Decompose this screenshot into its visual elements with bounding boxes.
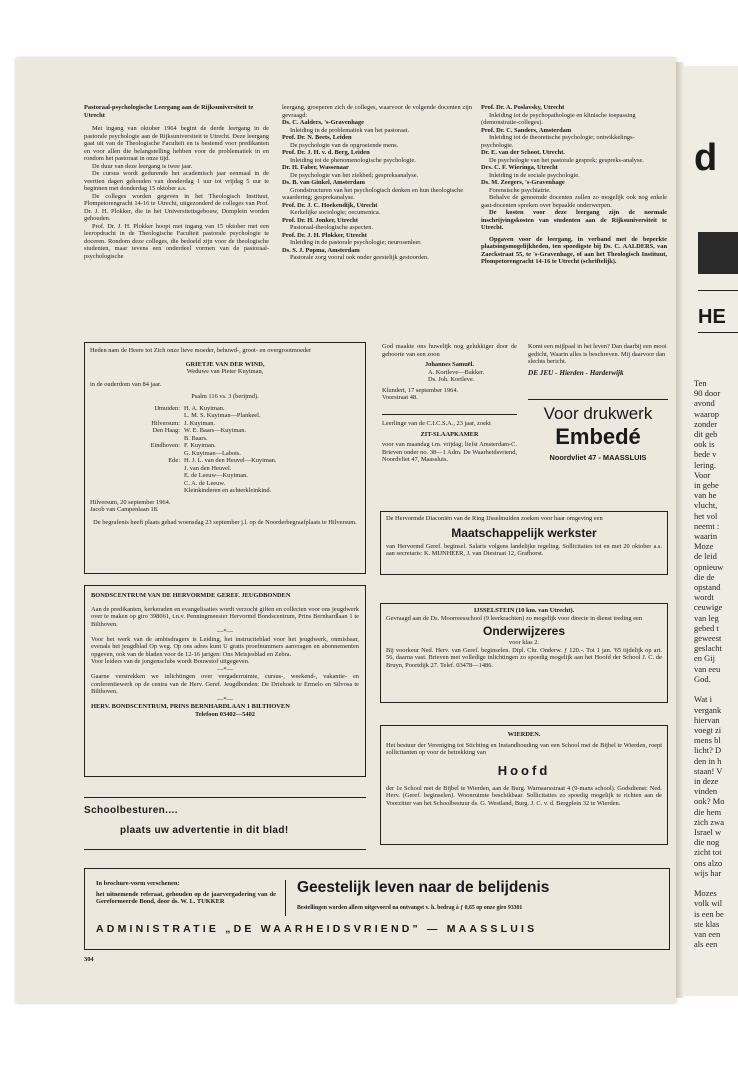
article-paragraph: De kosten voor deze leergang zijn de normale inschrijvingskosten van studenten aan de Rijksuniversiteit te Utrecht. bbox=[481, 209, 667, 231]
next-page-line: avond bbox=[694, 398, 715, 409]
bond-separator: —*— bbox=[217, 628, 233, 635]
docent-entry bbox=[481, 104, 667, 127]
werkster-intro: De Hervormde Diaconiën van de Ring IJsselmuiden zoeken voor haar omgeving een bbox=[386, 515, 603, 522]
next-page-line: zicht tot bbox=[694, 847, 722, 858]
docent-entry bbox=[282, 179, 472, 202]
room-text: voor van maandag t.m. vrijdag; liefst Amsterdam-C. Brieven onder no. 38—1 Adm. De Waarheidsvriend, Noordvliet 47, Maassluis. bbox=[382, 441, 517, 463]
next-page-line: de leid bbox=[694, 551, 717, 562]
next-page-line: ook is bbox=[694, 439, 715, 450]
docent-intro: leergang, groeperen zich de colleges, waarvoor de volgende docenten zijn gevraagd: bbox=[282, 104, 472, 119]
next-page-line bbox=[694, 878, 724, 888]
family-names: J. van den Heuvel. bbox=[184, 464, 232, 472]
docent-name: Prof. Dr. C. Sanders, Amsterdam bbox=[481, 126, 572, 134]
docent-entry bbox=[481, 179, 667, 194]
docent-desc: Forensische psychiatrie. bbox=[489, 186, 551, 194]
next-page-line: licht? D bbox=[694, 745, 722, 756]
next-page-line: Israel w bbox=[694, 826, 722, 837]
family-place bbox=[114, 465, 184, 473]
next-page-line: Wat i bbox=[694, 694, 712, 705]
bond-paragraph: Gaarne verstrekken we inlichtingen over vergaderruimte, cursus-, weekend-, vakantie- en conferentiewerk op de centra van de Herv. Geref. Jeugdbonden: De Driehoek te Ermelo en Silvosa te Bilthoven. bbox=[91, 673, 359, 695]
vacancy-text: Bij voorkeur Ned. Herv. van Geref. beginselen. Dipl. Chr. Onderw. ƒ 120.-. Tot 1 jan. '65 tijdelijk op art. 56, daarna vast. Brieven met volledige inlichtingen zo spoedig mogelijk aan het Hoofd der School J. C. de Bruyn, Poortdijk 27. Telef. 03478—1486. bbox=[386, 646, 662, 669]
poem-text: Komt een mijlpaal in het leven? Dan daarbij een mooi gedicht, Waarin alles is beschreven. Mij daarvoor dan slechts bericht. bbox=[528, 343, 667, 365]
docent-desc: Inleiding in de problematiek van het pastoraat. bbox=[290, 126, 410, 134]
docent-name: Prof. Dr. J. H. Plokker, Utrecht bbox=[282, 231, 367, 239]
obituary-date: Hilversum, 20 september 1964. bbox=[90, 498, 171, 506]
docent-desc: Grondstructuren van het psychologisch denken en hun theologische waardering; gesprekanalyse. bbox=[282, 186, 464, 201]
obituary-funeral: De begrafenis heeft plaats gehad woensdag 23 september j.l. op de Noorderbegraafplaats te Hilversum. bbox=[93, 518, 357, 526]
room-title: ZIT-SLAAPKAMER bbox=[420, 430, 479, 438]
article-paragraph: Prof. Dr. J. H. Plokker hoopt met ingang van 15 oktober met een leeropdracht in de Theologische Faculteit pastorale psychologie te doceren. Rondom deze colleges, die bedoeld zijn voor de theologische studenten, maar tevens een onderdeel vormen van de pastoraal-psychologische bbox=[84, 222, 269, 260]
next-page-line: zonder bbox=[694, 418, 718, 429]
next-page-line: vinden bbox=[694, 786, 718, 797]
next-page-line: zich zwa bbox=[694, 816, 724, 827]
next-page-line: wordt bbox=[694, 592, 714, 603]
docent-entry bbox=[481, 127, 667, 150]
print-brand: Embedé bbox=[555, 424, 641, 449]
divider bbox=[382, 414, 517, 415]
next-page-line: vlucht, bbox=[694, 500, 718, 511]
family-names: Kleinkinderen en achterkleinkind. bbox=[184, 487, 272, 494]
docent-name: Prof. Dr. N. Beets, Leiden bbox=[282, 134, 352, 141]
vacancy-intro: Gevraagd aan de Ds. Moorreesschool (9 leerkrachten) zo mogelijk voor directe in dienst treding een bbox=[386, 614, 643, 622]
obituary-family bbox=[114, 405, 360, 495]
article-title: Pastoraal-psychologische Leergang aan de Rijksuniversiteit te Utrecht bbox=[84, 104, 254, 119]
docent-entry bbox=[282, 149, 472, 164]
birth-announcement bbox=[382, 343, 517, 402]
family-names: H. J. L. van den Heuvel—Kuyiman. bbox=[184, 457, 277, 464]
family-place bbox=[114, 472, 184, 480]
family-names: W. E. Baars—Kuyiman. bbox=[184, 427, 247, 434]
birth-parent: A. Kortleve—Bakker. bbox=[428, 368, 485, 376]
brochure-left bbox=[96, 880, 276, 906]
bond-title: BONDSCENTRUM VAN DE HERVORMDE GEREF. JEUGDBONDEN bbox=[91, 592, 291, 599]
brochure-admin: ADMINISTRATIE „DE WAARHEIDSVRIEND" — MAASSLUIS bbox=[96, 923, 538, 935]
room-intro: Leerlinge van de C.I.C.S.A., 23 jaar, zoekt bbox=[382, 420, 491, 427]
vacancy-title: WIERDEN. bbox=[507, 731, 541, 738]
family-names: C. A. de Leeuw. bbox=[184, 479, 226, 487]
docent-name: Ds. B. van Ginkel, Amsterdam bbox=[282, 179, 365, 186]
next-page-line: in deze bbox=[694, 775, 719, 786]
brochure-line: het uitnemende referaat, gehouden op de jaarvergadering van de Gereformeerde Bond, door ds. W. L. TUKKER bbox=[96, 890, 276, 905]
bond-paragraph: Voor leiders van de jongensclubs wordt Bouwstof uitgegeven. bbox=[91, 658, 250, 665]
family-place bbox=[114, 480, 184, 488]
docent-entry bbox=[282, 232, 472, 247]
obituary-intro: Heden nam de Heere tot Zich onze lieve moeder, behuwd-, groot- en overgrootmoeder bbox=[90, 347, 312, 354]
next-page-fragment bbox=[684, 66, 738, 996]
family-place bbox=[114, 435, 184, 443]
docent-desc: De psychologie van het ziekbed; gespreksanalyse. bbox=[290, 171, 419, 179]
next-page-line: dit geb bbox=[694, 429, 718, 440]
docent-entry bbox=[282, 164, 472, 179]
article-paragraph: De cursus wordt gedurende het academisch jaar eenmaal in de veertien dagen gehouden van donderdag 1 uur tot vrijdag 5 uur te beginnen met donderdag 15 oktober a.s. bbox=[84, 170, 269, 192]
docent-entry bbox=[481, 164, 667, 179]
vacancy-intro: Het bestuur der Vereniging tot Stichting en Instandhouding van een School met de Bijbel te Wierden, roept sollicitanten op voor de betrekking van bbox=[386, 741, 662, 756]
next-page-line: hiervan bbox=[694, 714, 720, 725]
next-page-line: die nog bbox=[694, 837, 720, 848]
werkster-title: Maatschappelijk werkster bbox=[451, 525, 597, 540]
page-gutter bbox=[676, 62, 684, 998]
article-paragraph: Behalve de genoemde docenten zullen zo mogelijk ook nog enkele gast-docenten spreken over bepaalde onderwerpen. bbox=[481, 194, 667, 209]
poem-signature: DE JEU - Hierden - Harderwijk bbox=[528, 368, 624, 377]
next-page-line: opnieuw bbox=[694, 561, 724, 572]
docent-desc: Pastorale zorg vooral ook onder geestelijk gestoorden. bbox=[290, 254, 429, 261]
docent-desc: De psychologie van de opgroeiende mens. bbox=[290, 141, 399, 149]
obituary-name: GRIETJE VAN DER WIND, bbox=[185, 360, 265, 368]
docent-desc: Kerkelijke sociologie; oecumenica. bbox=[290, 209, 381, 216]
article-paragraph: De colleges worden gegeven in het Theologisch Instituut, Plompetorengracht 14-16 te Utrecht, uitgezonderd de colleges van Prof. Dr. J. H. Plokker, die in het Universiteitsgebouw, Domplein worden gehouden. bbox=[84, 192, 269, 222]
docent-entry bbox=[282, 247, 472, 262]
divider bbox=[84, 797, 366, 798]
family-place: Ede: bbox=[168, 457, 180, 464]
article-column-2 bbox=[282, 104, 472, 262]
docent-name: Prof. Dr. A. Poslavsky, Utrecht bbox=[481, 104, 565, 111]
docent-entry bbox=[282, 134, 472, 149]
docent-entry bbox=[481, 149, 667, 164]
family-names: H. A. Kuyiman. bbox=[184, 404, 225, 412]
docent-desc: De psychologie van het pastorale gesprek; gespreks-analyse. bbox=[489, 156, 644, 164]
next-page-line: waarin bbox=[694, 531, 718, 542]
family-names: L. M. S. Kuyiman—Plankeel. bbox=[184, 412, 261, 419]
docent-desc: Inleiding tot de phenomenologische psychologie. bbox=[290, 156, 416, 164]
next-page-line: voegt zi bbox=[694, 724, 722, 735]
docent-name: Dr. H. Faber, Wassenaar bbox=[282, 164, 349, 171]
next-page-line: die hem bbox=[694, 806, 722, 817]
bond-separator: —*— bbox=[217, 665, 233, 673]
docent-name: Ds. C. Aalders, 's-Gravenhage bbox=[282, 119, 365, 126]
next-page-line: in gebe bbox=[694, 480, 719, 491]
bond-footer: HERV. BONDSCENTRUM, PRINS BERNHARDLAAN 1 BILTHOVEN bbox=[91, 703, 290, 710]
next-page-line: het vol bbox=[694, 510, 718, 521]
next-page-line: als een bbox=[694, 939, 718, 950]
obituary-address: Jacob van Campenlaan 18. bbox=[90, 506, 159, 513]
family-names: E. de Leeuw—Kuyiman. bbox=[184, 472, 248, 479]
docent-desc: Inleiding in de sociale psychologie. bbox=[489, 171, 580, 179]
next-page-line: Moze bbox=[694, 541, 714, 552]
brochure-title: Geestelijk leven naar de belijdenis bbox=[297, 879, 550, 896]
next-page-line bbox=[694, 684, 724, 694]
next-page-line: Voor bbox=[694, 469, 711, 480]
next-page-line: van een bbox=[694, 928, 721, 939]
docent-entry bbox=[282, 202, 472, 217]
family-place bbox=[114, 487, 184, 495]
next-page-line: staan! V bbox=[694, 765, 723, 776]
next-page-line: opstand bbox=[694, 582, 721, 593]
next-page-text bbox=[694, 378, 724, 949]
family-place bbox=[114, 450, 184, 458]
next-page-line: volk wil bbox=[694, 898, 723, 909]
brochure-order: Bestellingen worden alleen uitgevoerd na ontvangst v. h. bedrag à ƒ 0,65 op onze giro 93301 bbox=[297, 905, 523, 911]
print-ad bbox=[528, 404, 668, 462]
bond-paragraph: Voor het werk van de ambtsdragers is Leiding, het instructieblad voor het jeugdwerk, onmisbaar, evenals het jeugdblad Op weg. Op ons adres kunt U gratis proefnummers aanvragen en abonnementen opgeven, ook van de bladen voor de 12-16 jarigen: Ons Meisjesblad en Zebra. bbox=[91, 635, 359, 658]
divider bbox=[285, 880, 286, 916]
obituary-psalm: Psalm 116 vs. 3 (berijmd). bbox=[191, 393, 259, 400]
bond-paragraph: Aan de predikanten, kerkeraden en evangelisaties wordt verzocht giften en collecten voor ons jeugdwerk over te maken op giro 398061, t.n.v. Penningmeester Hervormd Bondscentrum, Prins Bernhardlaan 1 te Bilthoven. bbox=[91, 605, 359, 628]
youth-union-ad bbox=[84, 585, 366, 777]
family-place: Eindhoven: bbox=[150, 442, 180, 449]
school-line-1: Schoolbesturen.... bbox=[84, 805, 178, 816]
docent-name: Ds. S. J. Popma, Amsterdam bbox=[282, 246, 360, 254]
docent-entry bbox=[282, 119, 472, 134]
docent-desc: Inleiding in de pastorale psychologie; neurosenleer. bbox=[290, 239, 422, 246]
werkster-text: van Hervormd Geref. beginsel. Salaris volgens landelijke regeling. Sollicitaties tot en met 20 oktober a.s. aan secretaris: K. MIJNHEER, J. van Diestraat 12, Grafhorst. bbox=[386, 542, 662, 557]
article-paragraph: Opgaven voor de leergang, in verband met de beperkte plaatsingsmogelijkheden, ten spoedigste bij Ds. C. AALDERS, van Zaeckstraat 55, te 's-Gravenhage, of aan het Theologisch Instituut, Plompetorengracht 14-16 te Utrecht (schriftelijk). bbox=[481, 235, 667, 265]
headmaster-vacancy-ad bbox=[380, 725, 668, 845]
page-number: 304 bbox=[84, 956, 94, 963]
docent-desc: Pastoraal-theologische aspecten. bbox=[290, 224, 374, 231]
vacancy-sub: voor klas 2. bbox=[509, 639, 539, 646]
brochure-line: In brochure-vorm verschenen: bbox=[96, 880, 180, 887]
article-paragraph: De duur van deze leergang is twee jaar. bbox=[92, 162, 193, 170]
family-place: Den Haag: bbox=[152, 427, 180, 434]
obituary-widow: Weduwe van Pieter Kuyiman, bbox=[186, 368, 264, 375]
vacancy-heading: Hoofd bbox=[497, 762, 551, 778]
next-page-line: van he bbox=[694, 490, 717, 501]
next-page-big-letter: d bbox=[694, 137, 718, 179]
next-page-line: God. bbox=[694, 673, 711, 684]
birth-child: Johannes Samuël. bbox=[424, 361, 474, 368]
obituary-age: in de ouderdom van 84 jaar. bbox=[90, 380, 162, 388]
next-page-line: wijs har bbox=[694, 867, 722, 878]
social-worker-ad bbox=[380, 511, 668, 575]
next-page-line: vergank bbox=[694, 704, 722, 715]
next-page-line: van leg bbox=[694, 612, 719, 623]
room-wanted-ad bbox=[382, 420, 517, 464]
next-page-line: Ten bbox=[694, 378, 707, 388]
next-page-line: die de bbox=[694, 571, 715, 582]
birth-address: Voorstraat 48. bbox=[382, 394, 418, 401]
divider bbox=[528, 399, 668, 400]
next-page-line: neemt : bbox=[694, 520, 720, 531]
next-page-line: ons alzo bbox=[694, 857, 723, 868]
next-page-dark-block bbox=[698, 232, 738, 274]
next-page-line: van eeu bbox=[694, 663, 721, 674]
family-place: IJmuiden: bbox=[154, 404, 180, 412]
next-page-line: bede v bbox=[694, 449, 717, 460]
docent-name: Dr. E. van der Schoot, Utrecht. bbox=[481, 149, 565, 156]
print-line: Voor drukwerk bbox=[543, 404, 653, 423]
bond-separator: —*— bbox=[217, 695, 233, 703]
article-column-3 bbox=[481, 104, 667, 266]
vacancy-text: der 1e School met de Bijbel te Wierden, aan de Burg. Warnaarsstraat 4 (9-mans school). Godsdienst: Ned. Herv. (Geref. beginselen). Woonruimte beschikbaar. Sollicitaties zo spoedig mogelijk te richten aan de Voorzitter van het Schoolbestuur ds. G. Westland, Burg. J. C. v. d. Bergplein 32 te Wierden. bbox=[386, 784, 662, 807]
next-page-line: ceuwige bbox=[694, 602, 723, 613]
docent-name: Prof. Dr. J. C. Hoekendijk, Utrecht bbox=[282, 201, 378, 209]
docent-name: Ds. M. Zeegers, 's-Gravenhage bbox=[481, 179, 565, 186]
family-names: G. Kuyiman—Labots. bbox=[184, 449, 241, 457]
obituary-ad bbox=[84, 342, 366, 574]
divider bbox=[84, 849, 366, 850]
article-paragraph: Met ingang van oktober 1964 begint de derde leergang in de pastorale psychologie aan de Rijksuniversiteit te Utrecht. Deze leergang gaat uit van de Theologische Faculteit en is bestemd voor predikanten en voor allen die belangstelling hebben voor de problematiek in en rondom het pastoraat in onze tijd. bbox=[84, 125, 269, 162]
birth-parent: Ds. Joh. Kortleve. bbox=[428, 376, 475, 383]
vacancy-heading: Onderwijzeres bbox=[482, 624, 566, 638]
family-names: F. Kuyiman. bbox=[184, 442, 216, 449]
bond-phone: Telefoon 03402—5402 bbox=[195, 710, 255, 718]
divider bbox=[698, 332, 738, 333]
next-page-line: ook? Mo bbox=[694, 796, 725, 807]
teacher-vacancy-ad bbox=[380, 603, 668, 703]
docent-entry bbox=[282, 217, 472, 232]
family-place bbox=[114, 412, 184, 420]
next-page-line: ste klas bbox=[694, 918, 720, 929]
family-place: Hilversum: bbox=[151, 419, 180, 427]
next-page-line: waarop bbox=[694, 408, 720, 419]
docent-name: Prof. Dr. H. Jonker, Utrecht bbox=[282, 216, 358, 224]
next-page-line: is een be bbox=[694, 908, 724, 919]
next-page-line: gebed t bbox=[694, 622, 719, 633]
next-page-line: den in h bbox=[694, 755, 722, 766]
next-page-line: lering. bbox=[694, 459, 716, 470]
next-page-line: 90 door bbox=[694, 388, 721, 399]
next-page-lines bbox=[694, 378, 724, 949]
docent-name: Prof. Dr. J. H. v. d. Berg, Leiden bbox=[282, 149, 370, 156]
divider bbox=[698, 290, 738, 291]
vacancy-title: IJSSELSTEIN (10 km. van Utrecht). bbox=[473, 607, 575, 614]
article-column-1 bbox=[84, 104, 269, 260]
next-page-heading: HE bbox=[698, 306, 726, 328]
docent-name: Drs. C. F. Wieringa, Utrecht bbox=[481, 164, 558, 171]
next-page-line: en Gij bbox=[694, 653, 716, 664]
docent-desc: Inleiding tot de theoretische psychologie; ontwikkelings-psychologie. bbox=[481, 134, 635, 149]
poem-ad bbox=[528, 343, 668, 377]
print-address: Noordvliet 47 - MAASSLUIS bbox=[549, 453, 647, 462]
school-line-2: plaats uw advertentie in dit blad! bbox=[120, 825, 289, 836]
family-names: B. Baars. bbox=[184, 434, 208, 442]
next-page-line: mens bl bbox=[694, 735, 721, 746]
family-names: J. Kuyiman. bbox=[184, 419, 216, 427]
docent-desc: Inleiding tot de psychopathologie en klinische toepassing (demonstratie-colleges). bbox=[481, 111, 636, 126]
next-page-line: geweest bbox=[694, 633, 722, 644]
next-page-line: geslacht bbox=[694, 643, 722, 654]
birth-text: God maakte ons huwelijk nog gelukkiger door de geboorte van een zoon bbox=[382, 343, 517, 358]
next-page-line: Mozes bbox=[694, 888, 717, 899]
birth-date: Klundert, 17 september 1964. bbox=[382, 386, 459, 394]
